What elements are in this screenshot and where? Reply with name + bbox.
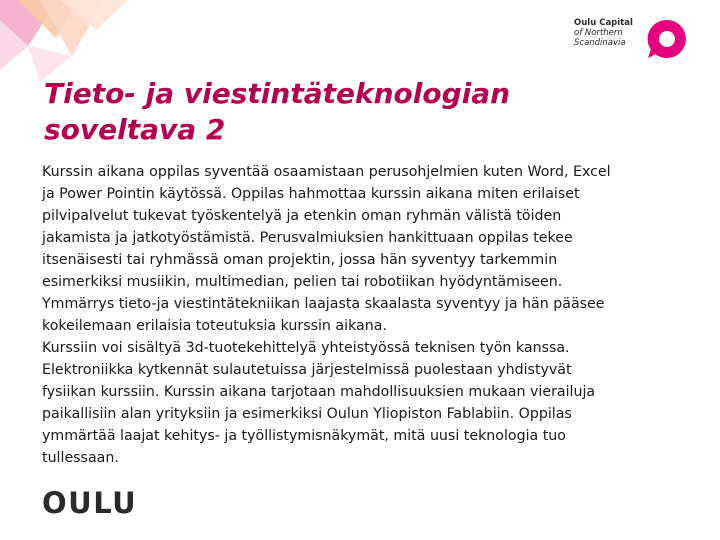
body-line: paikallisiin alan yrityksiin ja esimerkiksi Oulun Yliopiston Fablabiin. Oppilas xyxy=(42,406,572,422)
body-line: Elektroniikka kytkennät sulautetuissa järjestelmissä puolestaan yhdistyvät xyxy=(42,362,572,378)
body-line: tullessaan. xyxy=(42,450,119,466)
body-line: jakamista ja jatkotyöstämistä. Perusvalmiuksien hankittuaan oppilas tekee xyxy=(42,230,573,246)
footer-logo: OULU xyxy=(42,486,138,520)
brand-tagline xyxy=(574,18,646,48)
body-line: pilvipalvelut tukevat työskentelyä ja etenkin oman ryhmän välistä töiden xyxy=(42,208,562,224)
body-text xyxy=(42,161,682,469)
speech-bubble-icon xyxy=(646,18,688,60)
body-line: Ymmärrys tieto-ja viestintätekniikan laajasta skaalasta syventyy ja hän pääsee xyxy=(42,296,605,312)
body-line: fysiikan kurssiin. Kurssin aikana tarjotaan mahdollisuuksien mukaan vierailuja xyxy=(42,384,596,400)
body-line: ja Power Pointin käytössä. Oppilas hahmottaa kurssin aikana miten erilaiset xyxy=(42,186,580,202)
brand-line-1: Oulu Capital xyxy=(574,18,633,28)
body-line: esimerkiksi musiikin, multimedian, pelien tai robotiikan hyödyntämiseen. xyxy=(42,274,563,290)
body-line: Kurssin aikana oppilas syventää osaamistaan perusohjelmien kuten Word, Excel xyxy=(42,164,611,180)
slide-title-line-1: Tieto- ja viestintäteknologian xyxy=(44,77,511,110)
body-line: ymmärtää laajat kehitys- ja työllistymisnäkymät, mitä uusi teknologia tuo xyxy=(42,428,566,444)
body-line: itsenäisesti tai ryhmässä oman projektin, jossa hän syventyy tarkemmin xyxy=(42,252,558,268)
brand-line-3: Scandinavia xyxy=(574,38,626,48)
slide-title xyxy=(44,76,604,148)
body-line: kokeilemaan erilaisia toteutuksia kurssin aikana. xyxy=(42,318,387,334)
slide-title-line-2: soveltava 2 xyxy=(44,113,226,146)
brand-line-2: of Northern xyxy=(574,28,623,38)
brand-logo xyxy=(574,18,690,60)
body-line: Kurssiin voi sisältyä 3d-tuotekehittelyä yhteistyössä teknisen työn kanssa. xyxy=(42,340,570,356)
